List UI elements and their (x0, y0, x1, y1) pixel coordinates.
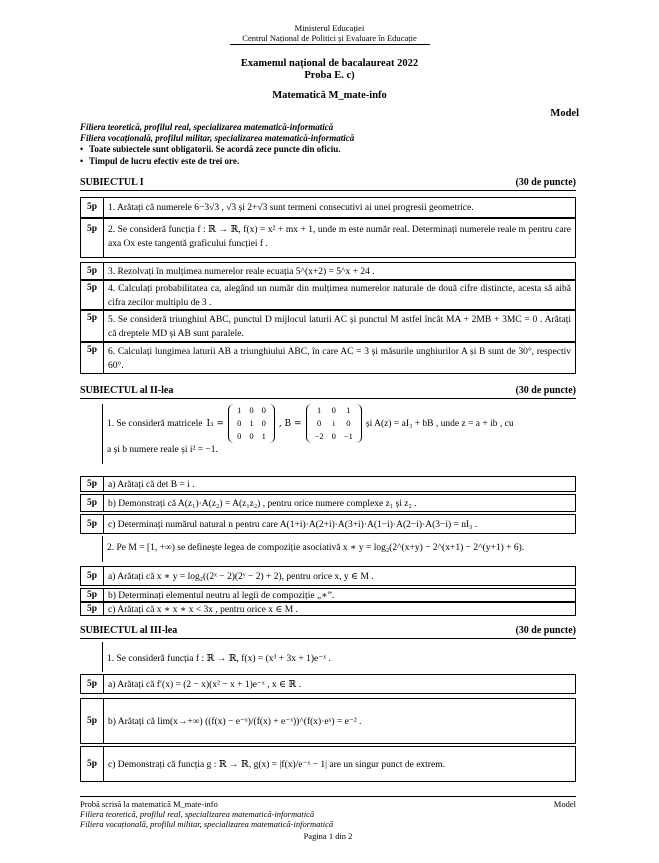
footer-rule (80, 796, 576, 797)
s2-q1-b: 5p b) Demonstrați că A(z₁)·A(z₂) = A(z₁z₂) , pentru orice numere complexe z₁ și z₂ . (80, 494, 576, 512)
subject-2-header: SUBIECTUL al II-lea (30 de puncte) (80, 385, 576, 396)
s2-q1-intro-text: 1. Se consideră matricele (107, 418, 203, 429)
footer-model: Model (553, 799, 576, 809)
subject-2-rule (80, 398, 576, 399)
intro-line-1: Filiera teoretică, profilul real, specializarea matematică-informatică (80, 122, 334, 132)
subject-1-header: SUBIECTUL I (30 de puncte) (80, 177, 576, 188)
subject-title: Matematică M_mate-info (272, 90, 387, 101)
s1-item-5: 5p 5. Se consideră triunghiul ABC, punctul D mijlocul laturii AC și punctul M astfel încât MA + 2MB + 3MC = 0 . Arătați că dreptele MD și AB sunt paralele. (80, 310, 576, 342)
s2-q2-a: 5p a) Arătați că x ∗ y = log₂((2ˣ − 2)(2ʸ − 2) + 2), pentru orice x, y ∈ M . (80, 566, 576, 586)
s2-q2-intro: 2. Pe M = [1, +∞) se definește legea de compoziție asociativă x ∗ y = log₂(2^(x+y) − 2^(x+1) − 2^(y+1) + 6). (107, 543, 525, 553)
i3-label: I₃ = (206, 418, 225, 429)
s3-q1-intro: 1. Se consideră funcția f : ℝ → ℝ, f(x) = (x³ + 3x + 1)e⁻ˣ . (107, 654, 331, 664)
footer-line-2: Filiera teoretică, profilul real, specializarea matematică-informatică (80, 809, 315, 819)
subject-3-header: SUBIECTUL al III-lea (30 de puncte) (80, 625, 576, 636)
subject-1-rule (80, 190, 576, 191)
s3-q1-b: 5p b) Arătați că lim(x→+∞) ((f(x) − e⁻ˣ)/(f(x) + e⁻ˣ))^(f(x)·eˣ) = e⁻² . (80, 698, 576, 744)
s2-q1-intro (107, 404, 577, 455)
s3-q1-points-column (80, 642, 103, 672)
s1-item-6: 5p 6. Calculați lungimea laturii AB a triunghiului ABC, în care AC = 3 și măsurile unghiurilor A și B sunt de 30°, respectiv 60°. (80, 342, 576, 374)
s1-item-3: 5p 3. Rezolvați în mulțimea numerelor reale ecuația 5^(x+2) = 5^x + 24 . (80, 262, 576, 280)
s3-q1-c: 5p c) Demonstrați că funcția g : ℝ → ℝ, g(x) = |f(x)/e⁻ˣ − 1| are un singur punct de extrem. (80, 746, 576, 782)
s2-q1-a: 5p a) Arătați că det B = i . (80, 476, 576, 492)
center-name: Centrul Național de Politici și Evaluare în Educație (242, 33, 417, 43)
proba-label: Proba E. c) (304, 70, 355, 81)
intro-line-2: Filiera vocațională, profilul militar, specializarea matematică-informatică (80, 133, 355, 143)
s3-q1-a: 5p a) Arătați că f′(x) = (2 − x)(x² − x + 1)e⁻ˣ , x ∈ ℝ . (80, 674, 576, 694)
s2-q1-c: 5p c) Determinați numărul natural n pentru care A(1+i)·A(2+i)·A(3+i)·A(1−i)·A(2−i)·A(3−i) = nI₃ . (80, 514, 576, 534)
matrix-i3: 1 0 0 0 1 0 0 0 1 (228, 404, 275, 443)
subject-3-rule (80, 638, 576, 639)
matrix-b: 1 0 1 0 i 0 −2 0 −1 (306, 404, 362, 443)
footer-line-3: Filiera vocațională, profilul militar, specializarea matematică-informatică (80, 819, 334, 829)
exam-title: Examenul național de bacalaureat 2022 (240, 58, 419, 69)
s2-q1-points-column (80, 404, 103, 464)
s2-q1-tail: și A(z) = aI₃ + bB , unde z = a + ib , cu (365, 418, 514, 429)
s1-item-2: 5p 2. Se consideră funcția f : ℝ → ℝ, f(x) = x² + mx + 1, unde m este număr real. Determinați numerele reale m pentru care axa Ox este tangentă graficului funcției f . (80, 218, 576, 258)
footer-line-1: Probă scrisă la matematică M_mate-info Model (80, 799, 576, 809)
header-divider (230, 44, 430, 45)
model-label: Model (550, 108, 579, 119)
intro-bullet-1: • Toate subiectele sunt obligatorii. Se acordă zece puncte din oficiu. (80, 144, 341, 155)
ministry-name: Ministerul Educației (294, 23, 365, 33)
s2-q1-line2: a și b numere reale și i² = −1. (107, 445, 218, 455)
s2-q2-points-column (80, 536, 103, 562)
b-label: , B = (278, 418, 302, 429)
intro-bullet-2: • Timpul de lucru efectiv este de trei ore. (80, 156, 239, 167)
s1-item-1: 5p 1. Arătați că numerele 6−3√3 , √3 și 2+√3 sunt termeni consecutivi ai unei progresii geometrice. (80, 197, 576, 218)
s1-item-4: 5p 4. Calculați probabilitatea ca, alegând un număr din mulțimea numerelor naturale de două cifre distincte, acesta să aibă cifra zecilor multiplu de 3 . (80, 280, 576, 310)
s2-q2-c: 5p c) Arătați că x ∗ x ∗ x < 3x , pentru orice x ∈ M . (80, 602, 576, 616)
s2-q2-b: 5p b) Determinați elementul neutru al legii de compoziție „∗”. (80, 588, 576, 602)
page-number: Pagina 1 din 2 (303, 831, 353, 841)
